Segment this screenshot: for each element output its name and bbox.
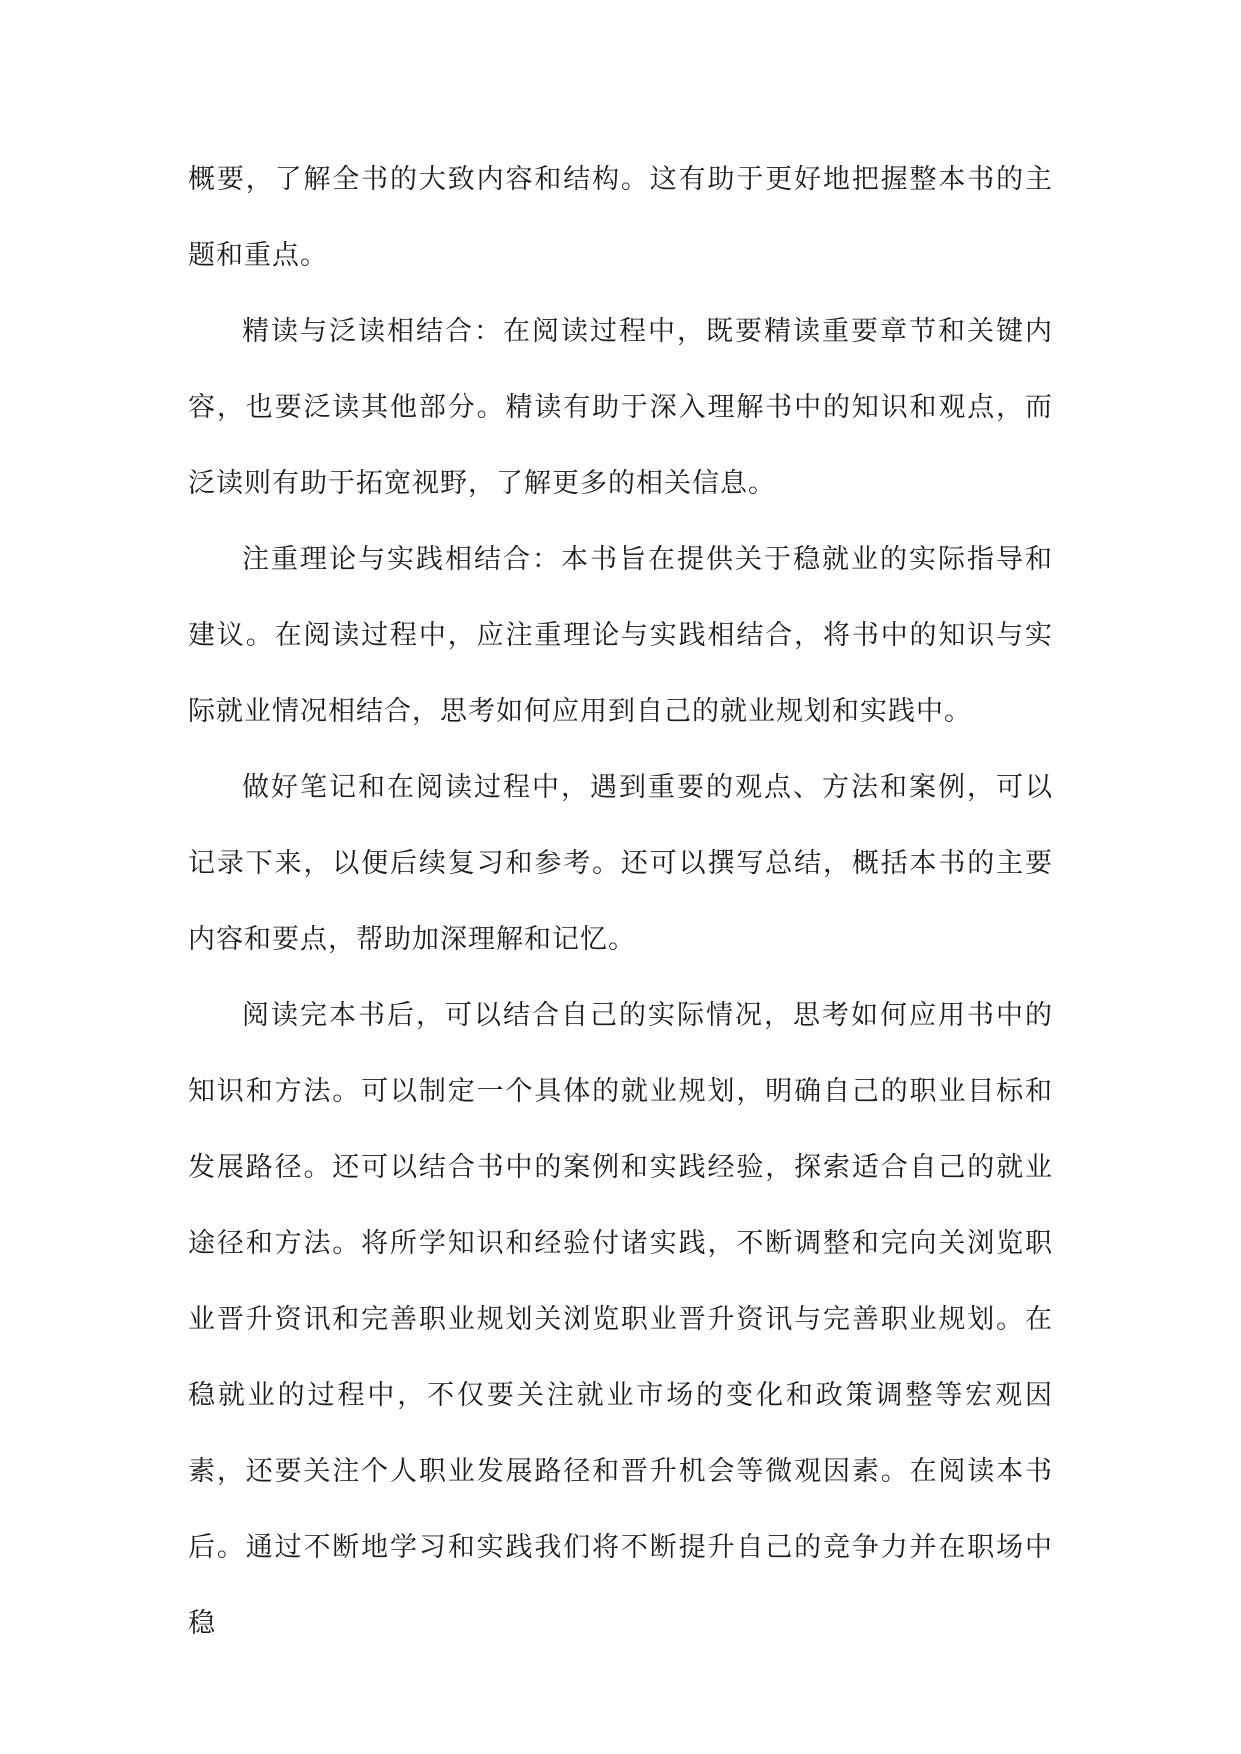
paragraph-2: 精读与泛读相结合：在阅读过程中，既要精读重要章节和关键内容，也要泛读其他部分。精读有助于深入理解书中的知识和观点，而泛读则有助于拓宽视野，了解更多的相关信息。 (188, 316, 1053, 499)
paragraph-5: 阅读完本书后，可以结合自己的实际情况，思考如何应用书中的知识和方法。可以制定一个具体的就业规划，明确自己的职业目标和发展路径。还可以结合书中的案例和实践经验，探索适合自己的就业途径和方法。将所学知识和经验付诸实践，不断调整和完向关浏览职业晋升资讯和完善职业规划关浏览职业晋升资讯与完善职业规划。在稳就业的过程中，不仅要关注就业市场的变化和政策调整等宏观因素，还要关注个人职业发展路径和晋升机会等微观因素。在阅读本书后。通过不断地学习和实践我们将不断提升自己的竞争力并在职场中稳 (188, 1000, 1053, 1639)
body-text (188, 142, 1053, 1662)
paragraph-4: 做好笔记和在阅读过程中，遇到重要的观点、方法和案例，可以记录下来，以便后续复习和参考。还可以撰写总结，概括本书的主要内容和要点，帮助加深理解和记忆。 (188, 772, 1053, 955)
paragraph-3: 注重理论与实践相结合：本书旨在提供关于稳就业的实际指导和建议。在阅读过程中，应注重理论与实践相结合，将书中的知识与实际就业情况相结合，思考如何应用到自己的就业规划和实践中。 (188, 544, 1053, 727)
paragraph-1: 概要，了解全书的大致内容和结构。这有助于更好地把握整本书的主题和重点。 (188, 164, 1053, 271)
